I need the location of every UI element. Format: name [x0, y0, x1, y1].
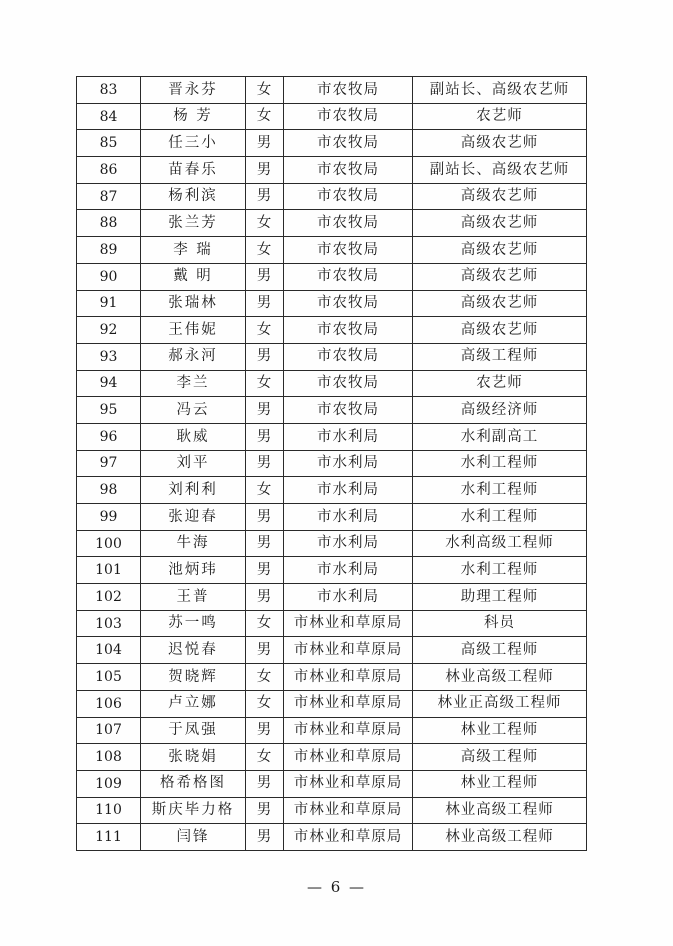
title-cell: 水利工程师 — [413, 557, 587, 584]
unit-cell: 市林业和草原局 — [284, 824, 413, 851]
table-row — [77, 157, 587, 184]
serial-number-cell: 110 — [77, 797, 141, 824]
serial-number-cell: 106 — [77, 690, 141, 717]
serial-number-cell: 84 — [77, 103, 141, 130]
name-cell: 于凤强 — [141, 717, 246, 744]
gender-cell: 男 — [246, 584, 284, 611]
gender-cell: 男 — [246, 557, 284, 584]
gender-cell: 男 — [246, 717, 284, 744]
name-cell: 闫锋 — [141, 824, 246, 851]
serial-number-cell: 103 — [77, 610, 141, 637]
serial-number-cell: 85 — [77, 130, 141, 157]
name-cell: 斯庆毕力格 — [141, 797, 246, 824]
table-row — [77, 130, 587, 157]
unit-cell: 市林业和草原局 — [284, 717, 413, 744]
title-cell: 林业高级工程师 — [413, 797, 587, 824]
name-cell: 王伟妮 — [141, 317, 246, 344]
title-cell: 高级农艺师 — [413, 290, 587, 317]
table-row — [77, 477, 587, 504]
table-row — [77, 77, 587, 104]
gender-cell: 女 — [246, 370, 284, 397]
title-cell: 科员 — [413, 610, 587, 637]
unit-cell: 市林业和草原局 — [284, 610, 413, 637]
gender-cell: 男 — [246, 290, 284, 317]
table-row — [77, 450, 587, 477]
gender-cell: 男 — [246, 343, 284, 370]
title-cell: 高级农艺师 — [413, 263, 587, 290]
gender-cell: 男 — [246, 397, 284, 424]
serial-number-cell: 101 — [77, 557, 141, 584]
title-cell: 高级工程师 — [413, 744, 587, 771]
gender-cell: 男 — [246, 130, 284, 157]
gender-cell: 女 — [246, 690, 284, 717]
serial-number-cell: 89 — [77, 237, 141, 264]
name-cell: 张晓娟 — [141, 744, 246, 771]
gender-cell: 男 — [246, 637, 284, 664]
name-cell: 刘平 — [141, 450, 246, 477]
unit-cell: 市水利局 — [284, 477, 413, 504]
table-row — [77, 584, 587, 611]
title-cell: 农艺师 — [413, 370, 587, 397]
serial-number-cell: 98 — [77, 477, 141, 504]
title-cell: 高级农艺师 — [413, 130, 587, 157]
name-cell: 晋永芬 — [141, 77, 246, 104]
table-row — [77, 183, 587, 210]
name-cell: 张迎春 — [141, 504, 246, 531]
table-row — [77, 397, 587, 424]
serial-number-cell: 88 — [77, 210, 141, 237]
serial-number-cell: 96 — [77, 423, 141, 450]
serial-number-cell: 111 — [77, 824, 141, 851]
unit-cell: 市水利局 — [284, 423, 413, 450]
serial-number-cell: 105 — [77, 664, 141, 691]
title-cell: 林业高级工程师 — [413, 824, 587, 851]
title-cell: 高级农艺师 — [413, 237, 587, 264]
unit-cell: 市农牧局 — [284, 263, 413, 290]
personnel-table — [76, 76, 587, 851]
gender-cell: 女 — [246, 317, 284, 344]
gender-cell: 男 — [246, 157, 284, 184]
gender-cell: 女 — [246, 477, 284, 504]
title-cell: 高级农艺师 — [413, 210, 587, 237]
name-cell: 格希格图 — [141, 770, 246, 797]
title-cell: 助理工程师 — [413, 584, 587, 611]
table-row — [77, 664, 587, 691]
personnel-table-body — [77, 77, 587, 851]
name-cell: 杨 芳 — [141, 103, 246, 130]
gender-cell: 女 — [246, 237, 284, 264]
unit-cell: 市农牧局 — [284, 183, 413, 210]
serial-number-cell: 94 — [77, 370, 141, 397]
name-cell: 池炳玮 — [141, 557, 246, 584]
name-cell: 贺晓辉 — [141, 664, 246, 691]
serial-number-cell: 86 — [77, 157, 141, 184]
name-cell: 刘利利 — [141, 477, 246, 504]
name-cell: 牛海 — [141, 530, 246, 557]
name-cell: 任三小 — [141, 130, 246, 157]
title-cell: 农艺师 — [413, 103, 587, 130]
table-row — [77, 290, 587, 317]
table-row — [77, 770, 587, 797]
serial-number-cell: 91 — [77, 290, 141, 317]
serial-number-cell: 95 — [77, 397, 141, 424]
gender-cell: 男 — [246, 183, 284, 210]
name-cell: 苏一鸣 — [141, 610, 246, 637]
serial-number-cell: 93 — [77, 343, 141, 370]
serial-number-cell: 87 — [77, 183, 141, 210]
serial-number-cell: 109 — [77, 770, 141, 797]
unit-cell: 市农牧局 — [284, 237, 413, 264]
gender-cell: 女 — [246, 744, 284, 771]
table-row — [77, 717, 587, 744]
unit-cell: 市农牧局 — [284, 370, 413, 397]
unit-cell: 市林业和草原局 — [284, 797, 413, 824]
serial-number-cell: 90 — [77, 263, 141, 290]
name-cell: 耿威 — [141, 423, 246, 450]
unit-cell: 市农牧局 — [284, 343, 413, 370]
unit-cell: 市水利局 — [284, 584, 413, 611]
unit-cell: 市农牧局 — [284, 77, 413, 104]
gender-cell: 男 — [246, 824, 284, 851]
gender-cell: 女 — [246, 610, 284, 637]
gender-cell: 女 — [246, 210, 284, 237]
serial-number-cell: 92 — [77, 317, 141, 344]
name-cell: 郝永河 — [141, 343, 246, 370]
table-row — [77, 557, 587, 584]
title-cell: 林业工程师 — [413, 770, 587, 797]
table-row — [77, 423, 587, 450]
table-row — [77, 317, 587, 344]
name-cell: 王普 — [141, 584, 246, 611]
table-row — [77, 824, 587, 851]
table-row — [77, 263, 587, 290]
unit-cell: 市农牧局 — [284, 130, 413, 157]
title-cell: 副站长、高级农艺师 — [413, 157, 587, 184]
serial-number-cell: 107 — [77, 717, 141, 744]
title-cell: 林业高级工程师 — [413, 664, 587, 691]
name-cell: 卢立娜 — [141, 690, 246, 717]
unit-cell: 市水利局 — [284, 530, 413, 557]
unit-cell: 市林业和草原局 — [284, 690, 413, 717]
name-cell: 李兰 — [141, 370, 246, 397]
gender-cell: 男 — [246, 530, 284, 557]
name-cell: 戴 明 — [141, 263, 246, 290]
unit-cell: 市农牧局 — [284, 157, 413, 184]
unit-cell: 市水利局 — [284, 557, 413, 584]
serial-number-cell: 83 — [77, 77, 141, 104]
table-row — [77, 610, 587, 637]
table-row — [77, 237, 587, 264]
name-cell: 杨利滨 — [141, 183, 246, 210]
unit-cell: 市农牧局 — [284, 290, 413, 317]
gender-cell: 男 — [246, 770, 284, 797]
title-cell: 高级经济师 — [413, 397, 587, 424]
title-cell: 高级工程师 — [413, 343, 587, 370]
name-cell: 冯云 — [141, 397, 246, 424]
unit-cell: 市农牧局 — [284, 103, 413, 130]
table-row — [77, 504, 587, 531]
serial-number-cell: 99 — [77, 504, 141, 531]
unit-cell: 市水利局 — [284, 450, 413, 477]
unit-cell: 市农牧局 — [284, 210, 413, 237]
unit-cell: 市林业和草原局 — [284, 637, 413, 664]
name-cell: 苗春乐 — [141, 157, 246, 184]
serial-number-cell: 97 — [77, 450, 141, 477]
gender-cell: 男 — [246, 504, 284, 531]
title-cell: 高级农艺师 — [413, 317, 587, 344]
unit-cell: 市林业和草原局 — [284, 744, 413, 771]
title-cell: 高级农艺师 — [413, 183, 587, 210]
gender-cell: 女 — [246, 77, 284, 104]
title-cell: 水利副高工 — [413, 423, 587, 450]
title-cell: 水利工程师 — [413, 477, 587, 504]
gender-cell: 女 — [246, 103, 284, 130]
name-cell: 张兰芳 — [141, 210, 246, 237]
title-cell: 水利工程师 — [413, 450, 587, 477]
unit-cell: 市水利局 — [284, 504, 413, 531]
unit-cell: 市农牧局 — [284, 317, 413, 344]
table-row — [77, 690, 587, 717]
name-cell: 李 瑞 — [141, 237, 246, 264]
title-cell: 水利高级工程师 — [413, 530, 587, 557]
table-row — [77, 370, 587, 397]
gender-cell: 男 — [246, 263, 284, 290]
table-row — [77, 103, 587, 130]
serial-number-cell: 104 — [77, 637, 141, 664]
gender-cell: 男 — [246, 450, 284, 477]
unit-cell: 市农牧局 — [284, 397, 413, 424]
title-cell: 水利工程师 — [413, 504, 587, 531]
name-cell: 张瑞林 — [141, 290, 246, 317]
page-number: — 6 — — [306, 878, 367, 896]
title-cell: 副站长、高级农艺师 — [413, 77, 587, 104]
unit-cell: 市林业和草原局 — [284, 770, 413, 797]
unit-cell: 市林业和草原局 — [284, 664, 413, 691]
serial-number-cell: 108 — [77, 744, 141, 771]
table-row — [77, 210, 587, 237]
gender-cell: 女 — [246, 664, 284, 691]
serial-number-cell: 102 — [77, 584, 141, 611]
title-cell: 林业正高级工程师 — [413, 690, 587, 717]
table-row — [77, 744, 587, 771]
gender-cell: 男 — [246, 797, 284, 824]
title-cell: 林业工程师 — [413, 717, 587, 744]
name-cell: 迟悦春 — [141, 637, 246, 664]
table-row — [77, 343, 587, 370]
title-cell: 高级工程师 — [413, 637, 587, 664]
table-row — [77, 637, 587, 664]
serial-number-cell: 100 — [77, 530, 141, 557]
table-row — [77, 530, 587, 557]
gender-cell: 男 — [246, 423, 284, 450]
table-row — [77, 797, 587, 824]
